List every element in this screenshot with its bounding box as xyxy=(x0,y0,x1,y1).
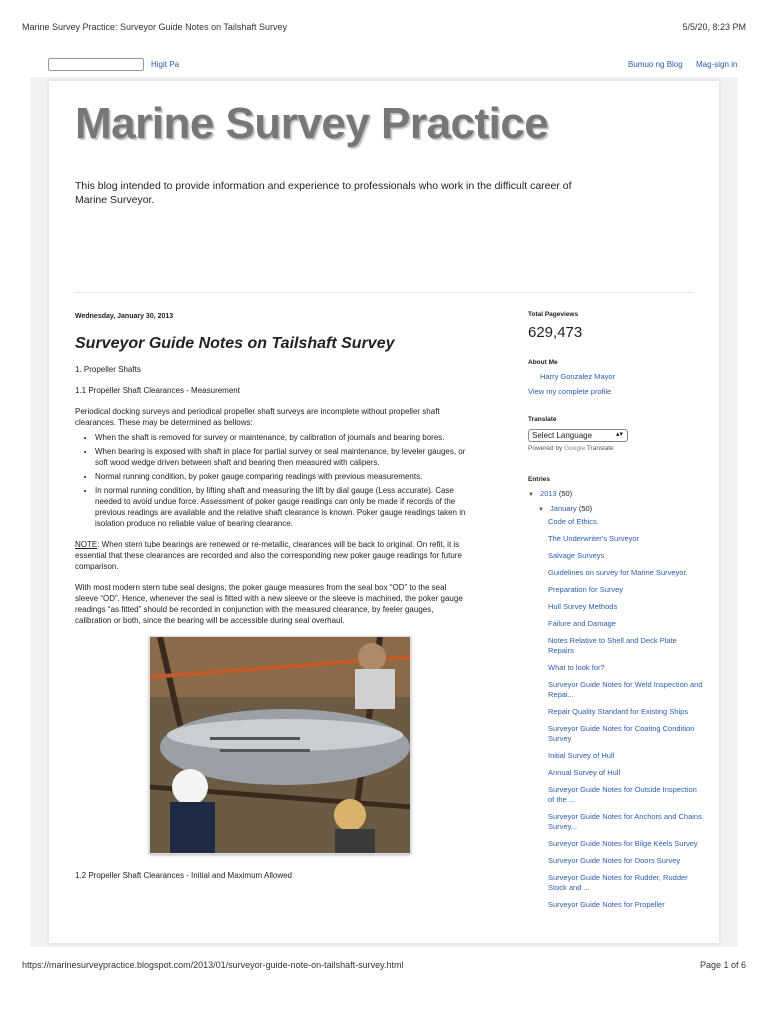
archive-post-link[interactable]: Surveyor Guide Notes for Outside Inspection of the ... xyxy=(548,785,697,804)
archive-year-toggle[interactable] xyxy=(528,489,703,498)
blog-description: This blog intended to provide information and experience to professionals who work in the difficult career of Marine Surveyor. xyxy=(75,180,572,206)
pageviews-heading: Total Pageviews xyxy=(528,311,579,318)
blogger-navbar xyxy=(0,56,768,76)
entries-heading: Entries xyxy=(528,476,551,483)
view-profile-link[interactable]: View my complete profile xyxy=(528,387,612,396)
archive-year-link[interactable]: 2013 xyxy=(540,489,557,498)
list-item: • Normal running condition, by poker gauge comparing readings with previous measurements. xyxy=(95,471,467,482)
print-page-title: Marine Survey Practice: Surveyor Guide Notes on Tailshaft Survey xyxy=(22,22,287,32)
print-header xyxy=(22,22,746,36)
blog-post xyxy=(75,311,467,891)
archive-post-link[interactable]: The Underwriter's Surveyor xyxy=(548,534,640,543)
archive-post-link[interactable]: Surveyor Guide Notes for Doors Survey xyxy=(548,856,681,865)
powered-prefix: Powered by xyxy=(528,445,563,452)
archive-post-link[interactable]: Hull Survey Methods xyxy=(548,602,618,611)
archive-month-toggle[interactable] xyxy=(538,504,703,513)
google-logo: Google xyxy=(564,445,586,452)
archive-post-link[interactable]: Surveyor Guide Notes for Bilge Keels Survey xyxy=(548,839,698,848)
archive-post-link[interactable]: Initial Survey of Hull xyxy=(548,751,615,760)
print-page-number: Page 1 of 6 xyxy=(699,960,746,970)
archive-post-link[interactable]: Surveyor Guide Notes for Coating Condition Survey xyxy=(548,724,695,743)
print-url: https://marinesurveypractice.blogspot.com/2013/01/surveyor-guide-note-on-tailshaft-survey.html xyxy=(22,960,404,970)
tailshaft-photo[interactable] xyxy=(149,636,411,854)
archive-post-link[interactable]: Surveyor Guide Notes for Rudder, Rudder Stock and ... xyxy=(548,873,688,892)
archive-month-count: (50) xyxy=(578,504,593,513)
blog-title[interactable]: Marine Survey Practice xyxy=(75,99,549,148)
post-paragraph: With most modern stern tube seal designs, the poker gauge measures from the seal box “OD” to the seal sleeve “OD”. Hence, whenever the seal is fitted with a new sleeve or the sleeve is machined, the poker gauge readings “as fitted” should be recorded in conjunction with the measured clearance, by feeler gauges, calibration or both, since the bearing will be accessible during seal overhaul. xyxy=(75,583,463,625)
about-heading: About Me xyxy=(528,359,558,366)
sidebar xyxy=(528,311,703,917)
archive-post-link[interactable]: Surveyor Guide Notes for Anchors and Chains Survey... xyxy=(548,812,702,831)
list-item: • When the shaft is removed for survey or maintenance, by calibration of journals and bearing bores. xyxy=(95,432,467,443)
archive-post-link[interactable]: Surveyor Guide Notes for Weld Inspection and Repai... xyxy=(548,680,703,699)
post-paragraph xyxy=(75,539,467,572)
create-blog-link[interactable]: Bumuo ng Blog xyxy=(628,60,683,69)
archive-post-link[interactable]: Notes Relative to Shell and Deck Plate Repairs xyxy=(548,636,677,655)
post-title[interactable]: Surveyor Guide Notes on Tailshaft Survey xyxy=(75,335,395,352)
archive-post-link[interactable]: Failure and Damage xyxy=(548,619,616,628)
archive-post-link[interactable]: Salvage Surveys xyxy=(548,551,605,560)
note-text: : When stern tube bearings are renewed or re-metallic, clearances will be back to original. On refit, it is essential that these clearances are recorded and also the corresponding new poker gauge readings for future comparison. xyxy=(75,540,462,571)
next-blog-link[interactable]: Higit Pa xyxy=(151,60,180,69)
archive-post-link[interactable]: Preparation for Survey xyxy=(548,585,624,594)
language-select[interactable] xyxy=(528,429,628,442)
translate-link[interactable]: Translate xyxy=(586,445,614,452)
triangle-down-icon[interactable]: ▼ xyxy=(538,507,544,513)
post-date: Wednesday, January 30, 2013 xyxy=(75,313,174,320)
section-heading: 1.2 Propeller Shaft Clearances - Initial and Maximum Allowed xyxy=(75,871,292,880)
archive-post-link[interactable]: Repair Quality Standard for Existing Ships xyxy=(548,707,689,716)
archive-post-link[interactable]: Code of Ethics. xyxy=(548,517,599,526)
list-item: • When bearing is exposed with shaft in place for partial survey or seal maintenance, by leveler gauges, or soft wood wedge driven between shaft and bearing then measured with calipers. xyxy=(95,446,467,468)
section-heading: 1.1 Propeller Shaft Clearances - Measurement xyxy=(75,386,240,395)
select-arrows-icon: ▴▾ xyxy=(615,431,623,438)
archive-month-link[interactable]: January xyxy=(550,504,577,513)
archive-post-link[interactable]: Annual Survey of Hull xyxy=(548,768,621,777)
triangle-down-icon[interactable]: ▼ xyxy=(528,492,534,498)
sign-in-link[interactable]: Mag-sign in xyxy=(696,60,738,69)
blog-page xyxy=(49,81,719,943)
search-input[interactable] xyxy=(48,58,144,71)
tailshaft-photo-illustration xyxy=(150,637,411,854)
language-select-value: Select Language xyxy=(532,431,593,440)
archive-year-count: (50) xyxy=(558,489,573,498)
author-name-link[interactable]: Harry Gonzalez Mayor xyxy=(540,372,616,381)
section-heading: 1. Propeller Shafts xyxy=(75,365,141,374)
note-label: NOTE xyxy=(75,540,98,549)
archive-post-list xyxy=(548,517,703,910)
list-item: • In normal running condition, by lifting shaft and measuring the lift by dial gauge (Less accurate). Case needed to avoid undue force. Assessment of poker gauge readings can only be made if records of the previous readings are available and the relative shaft clearance is known. Poker gauge readings taken in isolation produce no reliable value of bearing clearance. xyxy=(95,485,467,529)
header-divider xyxy=(75,292,693,293)
translate-heading: Translate xyxy=(528,416,557,423)
post-paragraph: Periodical docking surveys and periodical propeller shaft surveys are incomplete without propeller shaft clearances. These may be determined as bellows: xyxy=(75,407,440,427)
powered-by-google xyxy=(528,445,703,452)
archive-post-link[interactable]: What to look for? xyxy=(548,663,605,672)
bullet-list xyxy=(95,432,467,529)
archive-post-link[interactable]: Guidelines on survey for Marine Surveyor. xyxy=(548,568,688,577)
archive-post-link[interactable]: Surveyor Guide Notes for Propeller xyxy=(548,900,665,909)
print-date: 5/5/20, 8:23 PM xyxy=(682,22,746,32)
pageviews-count: 629,473 xyxy=(528,324,583,341)
